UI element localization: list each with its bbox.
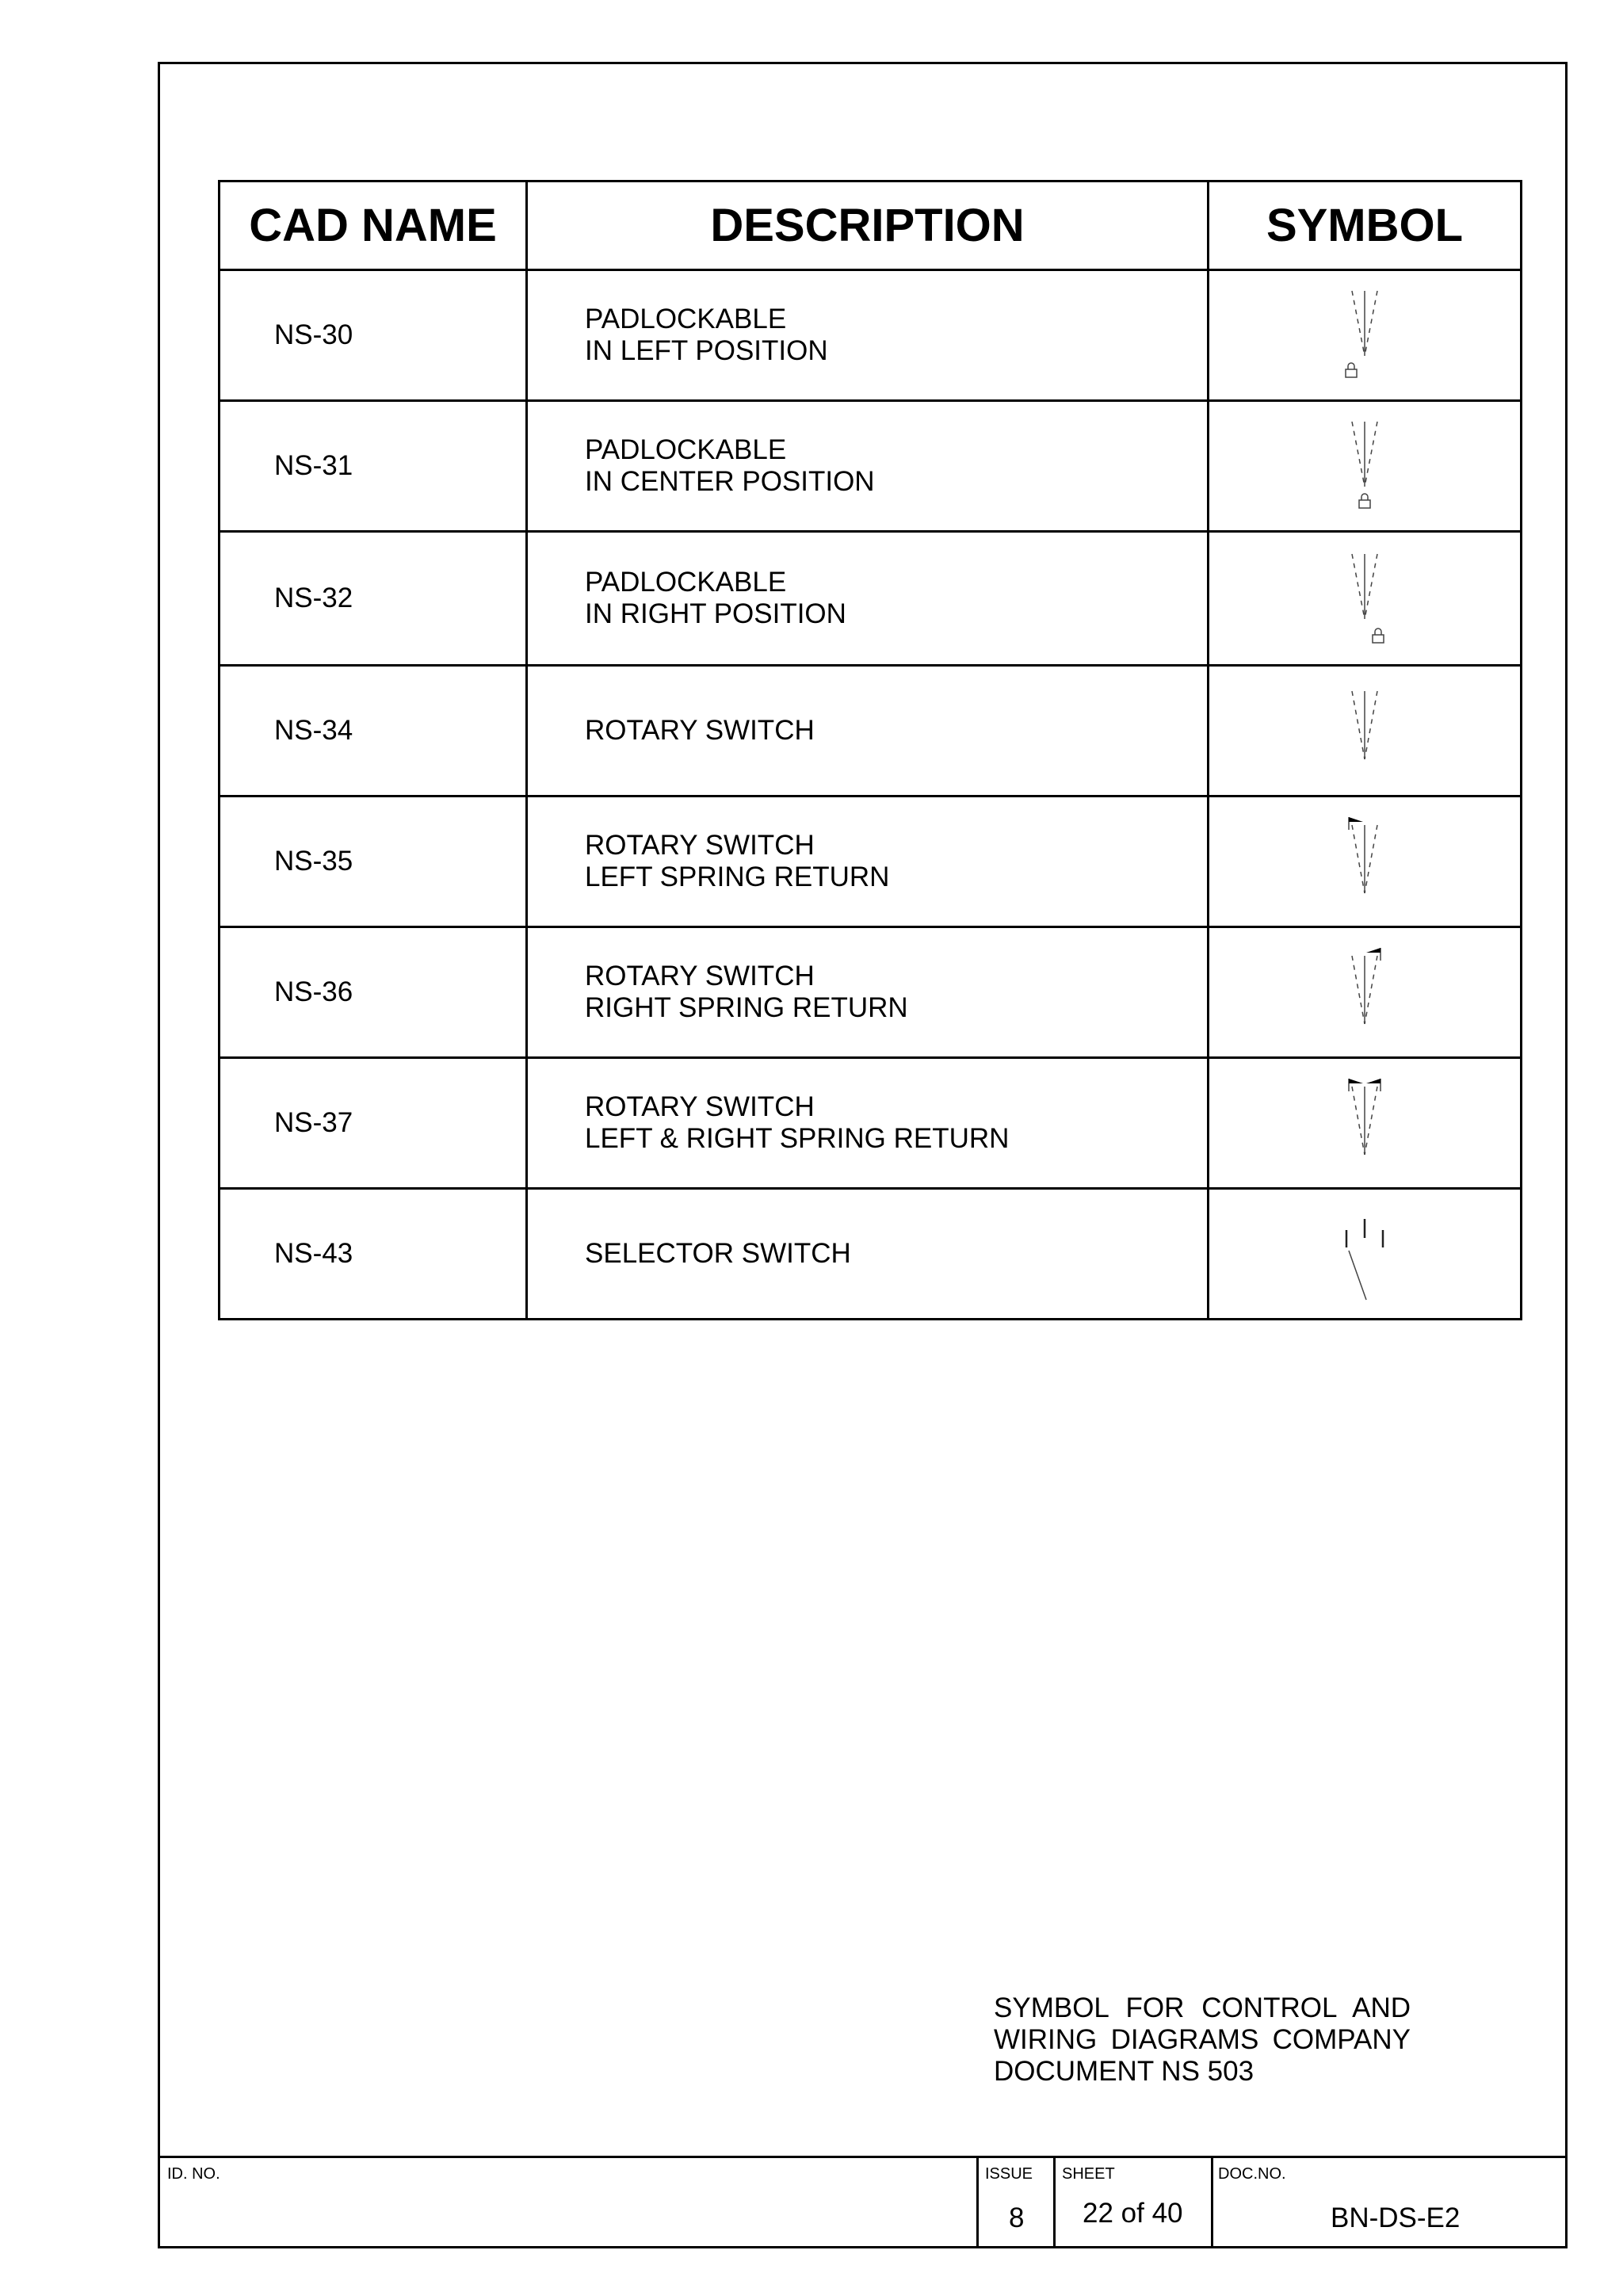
- symbol-cell: [1209, 270, 1522, 401]
- cad-name-cell: NS-32: [220, 532, 527, 666]
- doc-no-label: DOC.NO.: [1218, 2165, 1286, 2183]
- description-line: ROTARY SWITCH: [585, 1091, 815, 1122]
- left-right-spring-return-symbol: [1317, 1068, 1412, 1179]
- description-cell: [527, 1058, 1209, 1189]
- description-line: IN CENTER POSITION: [585, 466, 875, 497]
- cad-name-cell: NS-34: [220, 666, 527, 797]
- sheet-value: 22 of 40: [1083, 2198, 1183, 2229]
- issue-value: 8: [1009, 2202, 1025, 2233]
- cad-name-cell: NS-43: [220, 1189, 527, 1320]
- footer-title-block: [158, 2156, 1568, 2248]
- right-spring-return-symbol: [1317, 937, 1412, 1048]
- description-line: ROTARY SWITCH: [585, 715, 815, 746]
- padlock-center-rotary-symbol: [1317, 411, 1412, 521]
- description-line: RIGHT SPRING RETURN: [585, 992, 908, 1023]
- header-symbol: SYMBOL: [1209, 181, 1522, 270]
- padlock-left-rotary-symbol: [1317, 280, 1412, 391]
- id-no-cell: [158, 2158, 976, 2248]
- symbol-cell: [1209, 927, 1522, 1058]
- table-row: [220, 270, 1522, 401]
- sheet-label: SHEET: [1062, 2165, 1115, 2183]
- description-line: IN RIGHT POSITION: [585, 598, 846, 629]
- table-row: [220, 1058, 1522, 1189]
- title-line: SYMBOL FOR CONTROL AND: [994, 1992, 1411, 2023]
- description-cell: [527, 1189, 1209, 1320]
- header-description: DESCRIPTION: [527, 181, 1209, 270]
- description-line: ROTARY SWITCH: [585, 961, 815, 991]
- issue-cell: [979, 2158, 1053, 2248]
- id-no-label: ID. NO.: [167, 2165, 220, 2183]
- symbol-cell: [1209, 1189, 1522, 1320]
- doc-no-value: BN-DS-E2: [1331, 2202, 1461, 2233]
- description-line: LEFT & RIGHT SPRING RETURN: [585, 1123, 1010, 1154]
- symbol-cell: [1209, 401, 1522, 532]
- cad-name-cell: NS-31: [220, 401, 527, 532]
- description-line: PADLOCKABLE: [585, 434, 787, 465]
- description-cell: [527, 401, 1209, 532]
- table-row: [220, 927, 1522, 1058]
- header-cad-name: CAD NAME: [220, 181, 527, 270]
- table-row: [220, 532, 1522, 666]
- description-cell: [527, 532, 1209, 666]
- description-cell: [527, 270, 1209, 401]
- title-line: WIRING DIAGRAMS COMPANY: [994, 2024, 1411, 2055]
- symbol-cell: [1209, 797, 1522, 927]
- description-line: ROTARY SWITCH: [585, 830, 815, 861]
- table-row: [220, 797, 1522, 927]
- rotary-switch-symbol: [1317, 675, 1412, 786]
- cad-name-cell: NS-30: [220, 270, 527, 401]
- issue-label: ISSUE: [985, 2165, 1033, 2183]
- description-line: IN LEFT POSITION: [585, 335, 828, 366]
- description-cell: [527, 666, 1209, 797]
- doc-no-cell: [1213, 2158, 1565, 2248]
- cad-name-cell: NS-35: [220, 797, 527, 927]
- table-header-row: [220, 181, 1522, 270]
- selector-switch-symbol: [1317, 1198, 1412, 1309]
- symbol-table: [218, 180, 1522, 1320]
- description-line: PADLOCKABLE: [585, 304, 787, 334]
- padlock-right-rotary-symbol: [1317, 543, 1412, 654]
- description-cell: [527, 797, 1209, 927]
- cad-name-cell: NS-37: [220, 1058, 527, 1189]
- description-line: PADLOCKABLE: [585, 567, 787, 598]
- symbol-cell: [1209, 532, 1522, 666]
- table-row: [220, 401, 1522, 532]
- description-cell: [527, 927, 1209, 1058]
- left-spring-return-symbol: [1317, 806, 1412, 917]
- cad-name-cell: NS-36: [220, 927, 527, 1058]
- table-row: [220, 666, 1522, 797]
- description-line: SELECTOR SWITCH: [585, 1238, 851, 1269]
- title-line: DOCUMENT NS 503: [994, 2056, 1254, 2087]
- table-row: [220, 1189, 1522, 1320]
- symbol-cell: [1209, 1058, 1522, 1189]
- document-title-block: [994, 1992, 1411, 2088]
- description-line: LEFT SPRING RETURN: [585, 861, 890, 892]
- symbol-cell: [1209, 666, 1522, 797]
- sheet-cell: [1056, 2158, 1211, 2248]
